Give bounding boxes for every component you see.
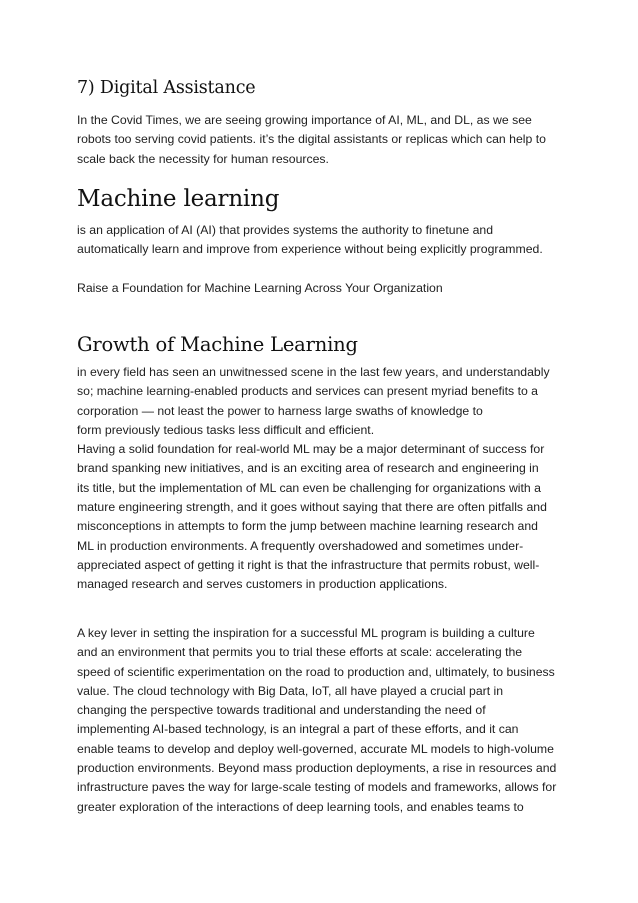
text-line: automatically learn and improve from experience without being explicitly programmed. — [77, 242, 543, 257]
text-line: scale back the necessity for human resources. — [77, 151, 329, 166]
text-line: and an environment that permits you to trial these efforts at scale: accelerating the — [77, 645, 523, 660]
text-line: enable teams to develop and deploy well-governed, accurate ML models to high-volume — [77, 741, 554, 756]
text-line: managed research and serves customers in production applications. — [77, 577, 448, 592]
text-line: robots too serving covid patients. it’s the digital assistants or replicas which can help to — [77, 132, 546, 147]
text-line: changing the perspective towards traditional and understanding the need of — [77, 703, 486, 718]
text-line: implementing AI-based technology, is an integral a part of these efforts, and it can — [77, 722, 519, 737]
text-line: is an application of AI (AI) that provides systems the authority to finetune and — [77, 223, 494, 237]
heading-digital-assistance: 7) Digital Assistance — [77, 78, 256, 98]
text-line: infrastructure paves the way for large-scale testing of models and frameworks, allows for — [77, 780, 557, 795]
text-line: Raise a Foundation for Machine Learning Across Your Organization — [77, 281, 443, 295]
text-line: form previously tedious tasks less difficult and efficient. — [77, 422, 375, 437]
text-line: mature engineering strength, and it goes without saying that there are often pitfalls and — [77, 500, 547, 515]
text-line: its title, but the implementation of ML can even be challenging for organizations with a — [77, 480, 541, 495]
text-line: production environments. Beyond mass production deployments, a rise in resources and — [77, 761, 557, 776]
paragraph-growth-1 — [77, 363, 567, 595]
text-line: value. The cloud technology with Big Data, IoT, all have played a crucial part in — [77, 683, 504, 698]
text-line: corporation — not least the power to harness large swaths of knowledge to — [77, 403, 483, 418]
text-line: A key lever in setting the inspiration for a successful ML program is building a culture — [77, 626, 535, 640]
paragraph-machine-learning — [77, 221, 567, 260]
text-line: in every field has seen an unwitnessed scene in the last few years, and understandably — [77, 365, 550, 379]
text-line: greater exploration of the interactions of deep learning tools, and enables teams to — [77, 799, 524, 814]
text-line: brand spanking new initiatives, and is an exciting area of research and engineering in — [77, 461, 539, 476]
text-line: appreciated aspect of getting it right is that the infrastructure that permits robust, well- — [77, 557, 540, 572]
paragraph-growth-2 — [77, 624, 567, 817]
paragraph-digital-assistance — [77, 111, 567, 169]
text-line: misconceptions in attempts to form the jump between machine learning research and — [77, 519, 538, 534]
text-line: so; machine learning-enabled products and services can present myriad benefits to a — [77, 384, 538, 399]
text-line: Having a solid foundation for real-world ML may be a major determinant of success for — [77, 442, 545, 457]
heading-machine-learning: Machine learning — [77, 186, 280, 212]
paragraph-foundation-note — [77, 279, 567, 298]
text-line: ML in production environments. A frequently overshadowed and sometimes under- — [77, 538, 524, 553]
text-line: In the Covid Times, we are seeing growing importance of AI, ML, and DL, as we see — [77, 113, 532, 127]
heading-growth-of-ml: Growth of Machine Learning — [77, 333, 358, 356]
text-line: speed of scientific experimentation on the road to production and, ultimately, to business — [77, 664, 555, 679]
